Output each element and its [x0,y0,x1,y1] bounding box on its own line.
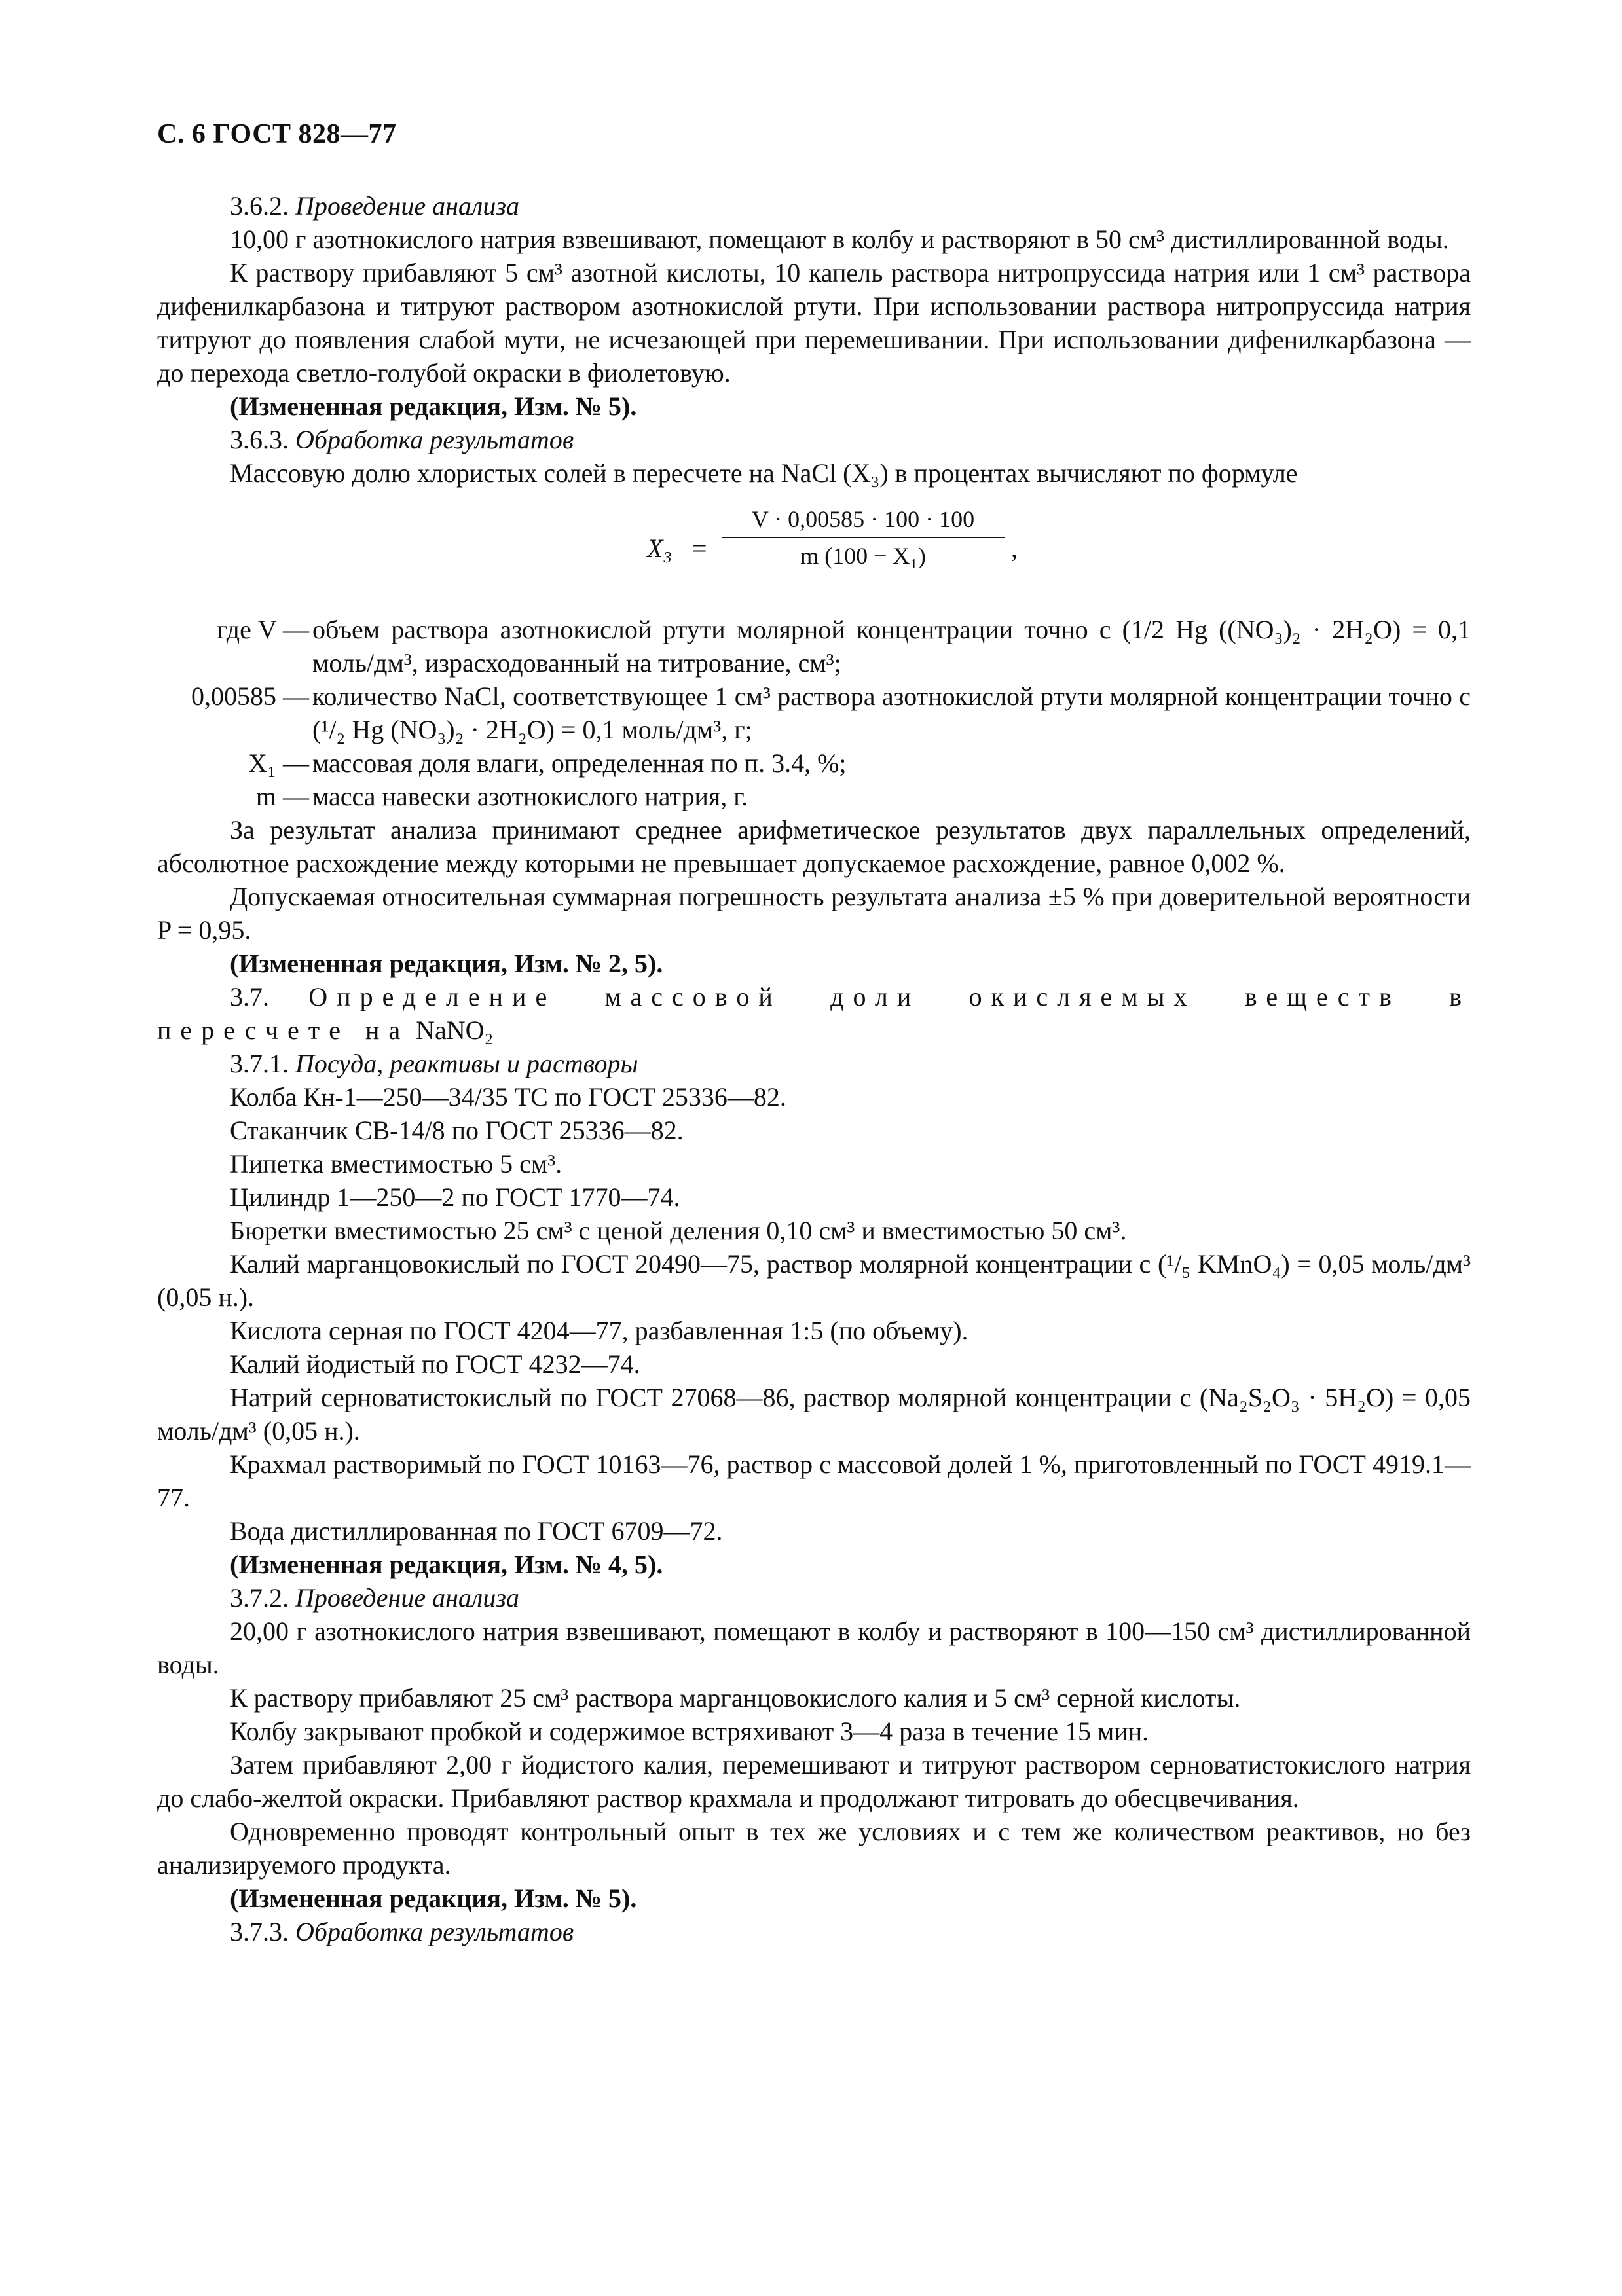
section-number: 3.7.1. [230,1049,289,1078]
formula-comma: , [1011,534,1018,563]
formula-equals: = [692,534,707,563]
list-item: Бюретки вместимостью 25 см³ с ценой деления 0,10 см³ и вместимостью 50 см³. [230,1216,1127,1245]
section-title: Обработка результатов [295,1917,574,1946]
section-number: 3.7.3. [230,1917,289,1946]
definition-symbol: m — [255,782,309,811]
formula-lhs: X₃ [647,534,673,563]
list-item: Кислота серная по ГОСТ 4204—77, разбавленная 1:5 (по объему). [230,1316,968,1345]
formula-fraction [722,504,1005,571]
definition-symbol: 0,00585 — [191,682,309,711]
formula-numerator: V · 0,00585 · 100 · 100 [751,506,975,532]
definition-text: количество NaCl, соответствующее 1 см³ раствора азотнокислой ртути молярной концентрации точно c (¹/₂ Hg (NO₃)₂ · 2H₂O) = 0,1 моль/дм³, г; [312,682,1471,744]
section-number: 3.6.3. [230,425,289,454]
formula-denominator: m (100 − X₁) [800,543,926,569]
section-title: Проведение анализа [295,1583,519,1613]
section-heading-3-7-1 [157,1047,1471,1080]
list-item: Калий марганцовокислый по ГОСТ 20490—75, раствор молярной концентрации c (¹/₅ KMnO₄) = 0,05 моль/дм³ (0,05 н.). [157,1249,1471,1312]
section-number: 3.7. [230,982,269,1011]
amendment-note: (Измененная редакция, Изм. № 2, 5). [230,949,663,978]
formula [157,501,1471,600]
paragraph: За результат анализа принимают среднее арифметическое результатов двух параллельных определений, абсолютное расхождение между которыми не превышает допускаемое расхождение, равное 0,002 %. [157,815,1471,878]
section-title: Проведение анализа [295,191,519,221]
definition-row [157,746,1471,780]
list-item: Колба Кн-1—250—34/35 ТС по ГОСТ 25336—82. [230,1082,786,1112]
section-number: 3.7.2. [230,1583,289,1613]
definition-text: масса навески азотнокислого натрия, г. [312,782,748,811]
paragraph: К раствору прибавляют 25 см³ раствора марганцовокислого калия и 5 см³ серной кислоты. [230,1683,1241,1713]
definition-text: массовая доля влаги, определенная по п. 3.4, %; [312,748,847,778]
section-title-formula: NaNO₂ [416,1015,494,1045]
list-item: Вода дистиллированная по ГОСТ 6709—72. [230,1516,723,1546]
paragraph: Массовую долю хлористых солей в пересчете на NaCl (X₃) в процентах вычисляют по формуле [230,458,1298,488]
definition-symbol: X₁ — [248,748,309,778]
section-title: Обработка результатов [295,425,574,454]
paragraph: Одновременно проводят контрольный опыт в тех же условиях и с тем же количеством реактивов, но без анализируемого продукта. [157,1817,1471,1880]
amendment-note: (Измененная редакция, Изм. № 5). [230,1884,637,1913]
paragraph: 20,00 г азотнокислого натрия взвешивают, помещают в колбу и растворяют в 100—150 см³ дистиллированной воды. [157,1616,1471,1679]
amendment-note: (Измененная редакция, Изм. № 5). [230,392,637,421]
definition-row [157,613,1471,680]
list-item: Стаканчик СВ-14/8 по ГОСТ 25336—82. [230,1116,684,1145]
fraction-bar [722,537,1005,538]
paragraph: Затем прибавляют 2,00 г йодистого калия, перемешивают и титруют раствором серноватистокислого натрия до слабо-желтой окраски. Прибавляют раствор крахмала и продолжают титровать до обесцвечивания. [157,1750,1471,1813]
amendment-note: (Измененная редакция, Изм. № 4, 5). [230,1550,663,1579]
section-heading-3-7-3 [157,1915,1471,1948]
list-item: Калий йодистый по ГОСТ 4232—74. [230,1349,640,1379]
list-item: Натрий серноватистокислый по ГОСТ 27068—86, раствор молярной концентрации c (Na₂S₂O₃ · 5H₂O) = 0,05 моль/дм³ (0,05 н.). [157,1383,1471,1446]
section-heading-3-7-2 [157,1581,1471,1614]
paragraph: К раствору прибавляют 5 см³ азотной кислоты, 10 капель раствора нитропруссида натрия или 1 см³ раствора дифенилкарбазона и титруют раствором азотнокислой ртути. При использовании раствора нитропруссида натрия титруют до появления слабой мути, не исчезающей при перемешивании. При использовании дифенилкарбазона — до перехода светло-голубой окраски в фиолетовую. [157,258,1471,388]
variable-definitions [157,613,1471,813]
page-header: С. 6 ГОСТ 828—77 [157,119,397,149]
paragraph: Колбу закрывают пробкой и содержимое встряхивают 3—4 раза в течение 15 мин. [230,1717,1149,1746]
definition-symbol: где V — [217,615,309,644]
definition-text: объем раствора азотнокислой ртути молярной концентрации точно c (1/2 Hg ((NO₃)₂ · 2H₂O) = 0,1 моль/дм³, израсходованный на титрование, см³; [312,615,1471,678]
list-item: Цилиндр 1—250—2 по ГОСТ 1770—74. [230,1182,680,1212]
definition-row [157,680,1471,746]
list-item: Крахмал растворимый по ГОСТ 10163—76, раствор с массовой долей 1 %, приготовленный по ГОСТ 4919.1—77. [157,1449,1471,1512]
section-heading-3-7 [157,980,1471,1047]
list-item: Пипетка вместимостью 5 см³. [230,1149,562,1178]
definition-row [157,780,1471,813]
document-page [157,118,1471,1948]
section-heading-3-6-3 [157,423,1471,456]
section-title: Определение массовой доли окисляемых веществ в пересчете на [157,982,1471,1045]
paragraph: Допускаемая относительная суммарная погрешность результата анализа ±5 % при доверительной вероятности P = 0,95. [157,882,1471,945]
paragraph: 10,00 г азотнокислого натрия взвешивают, помещают в колбу и растворяют в 50 см³ дистиллированной воды. [230,225,1449,254]
section-heading-3-6-2 [157,189,1471,223]
section-title: Посуда, реактивы и растворы [295,1049,638,1078]
section-number: 3.6.2. [230,191,289,221]
